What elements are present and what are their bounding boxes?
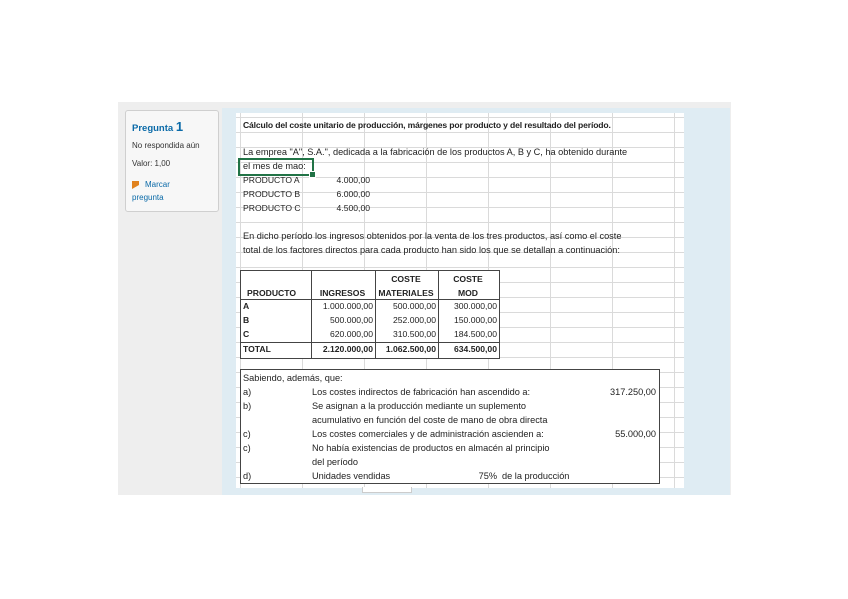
question-status: No respondida aún [132, 141, 200, 150]
product-b-value: 6.000,00 [336, 189, 370, 199]
row-c-mod: 184.500,00 [453, 329, 497, 339]
question-number: 1 [175, 119, 184, 134]
question-info-box [125, 110, 219, 212]
note-text: del período [312, 457, 358, 467]
row-a-product: A [243, 301, 250, 311]
row-b-mod: 150.000,00 [453, 315, 497, 325]
flag-question-link[interactable]: Marcar pregunta [132, 180, 170, 202]
sheet-tab[interactable] [362, 487, 412, 493]
total-mod: 634.500,00 [453, 344, 497, 354]
note-text: No había existencias de productos en almacén al principio [312, 443, 550, 453]
product-c-value: 4.500,00 [336, 203, 370, 213]
intro-line-1: La empreа "A", S.A.", dedicada a la fabricación de los productos A, B y C, ha obtenido durante [243, 147, 628, 157]
row-a-mod: 300.000,00 [453, 301, 497, 311]
header-materiales: MATERIALES [378, 288, 434, 298]
note-d-text: Unidades vendidas [312, 471, 391, 481]
note-d-percent: 75% [478, 471, 497, 481]
product-b-label: PRODUCTO B [243, 189, 301, 199]
note-value: 317.250,00 [610, 387, 656, 397]
question-value: Valor: 1,00 [132, 159, 171, 168]
total-materiales: 1.062.500,00 [385, 344, 436, 354]
note-d-key: d) [243, 471, 252, 481]
flag-icon [132, 181, 139, 189]
header-producto: PRODUCTO [247, 288, 297, 298]
header-coste-2: COSTE [453, 274, 483, 284]
total-ingresos: 2.120.000,00 [322, 344, 373, 354]
row-b-ingresos: 500.000,00 [329, 315, 373, 325]
total-label: TOTAL [243, 344, 271, 354]
note-text: acumulativo en función del coste de mano de obra directa [312, 415, 548, 425]
note-key: a) [243, 387, 252, 397]
note-key: c) [243, 429, 251, 439]
note-key: c) [243, 443, 251, 453]
row-a-ingresos: 1.000.000,00 [322, 301, 373, 311]
row-c-product: C [243, 329, 250, 339]
paragraph-line-2: total de los factores directos para cada producto han sido los que se detallan a continuación: [243, 245, 620, 255]
note-value: 55.000,00 [615, 429, 656, 439]
row-c-materiales: 310.500,00 [392, 329, 436, 339]
product-a-value: 4.000,00 [336, 175, 370, 185]
header-ingresos: INGRESOS [319, 288, 366, 298]
paragraph-line-1: En dicho período los ingresos obtenidos por la venta de los tres productos, así como el coste [243, 231, 622, 241]
note-text: Los costes indirectos de fabricación han ascendido a: [312, 387, 531, 397]
product-a-label: PRODUCTO A [243, 175, 300, 185]
note-key: b) [243, 401, 252, 411]
sheet-title: Cálculo del coste unitario de producción, márgenes por producto y del resultado del período. [243, 120, 611, 130]
product-c-label: PRODUCTO C [243, 203, 301, 213]
row-b-materiales: 252.000,00 [392, 315, 436, 325]
note-d-tail: de la producción [502, 471, 570, 481]
header-mod: MOD [457, 288, 479, 298]
note-text: Se asignan a la producción mediante un suplemento [312, 401, 527, 411]
question-title: Pregunta 1 [132, 119, 184, 134]
intro-line-2: el mes de mao: [243, 161, 306, 171]
notes-header: Sabiendo, además, que: [243, 373, 343, 383]
header-coste-1: COSTE [391, 274, 421, 284]
note-text: Los costes comerciales y de administración ascienden a: [312, 429, 544, 439]
row-b-product: B [243, 315, 250, 325]
row-a-materiales: 500.000,00 [392, 301, 436, 311]
row-c-ingresos: 620.000,00 [329, 329, 373, 339]
